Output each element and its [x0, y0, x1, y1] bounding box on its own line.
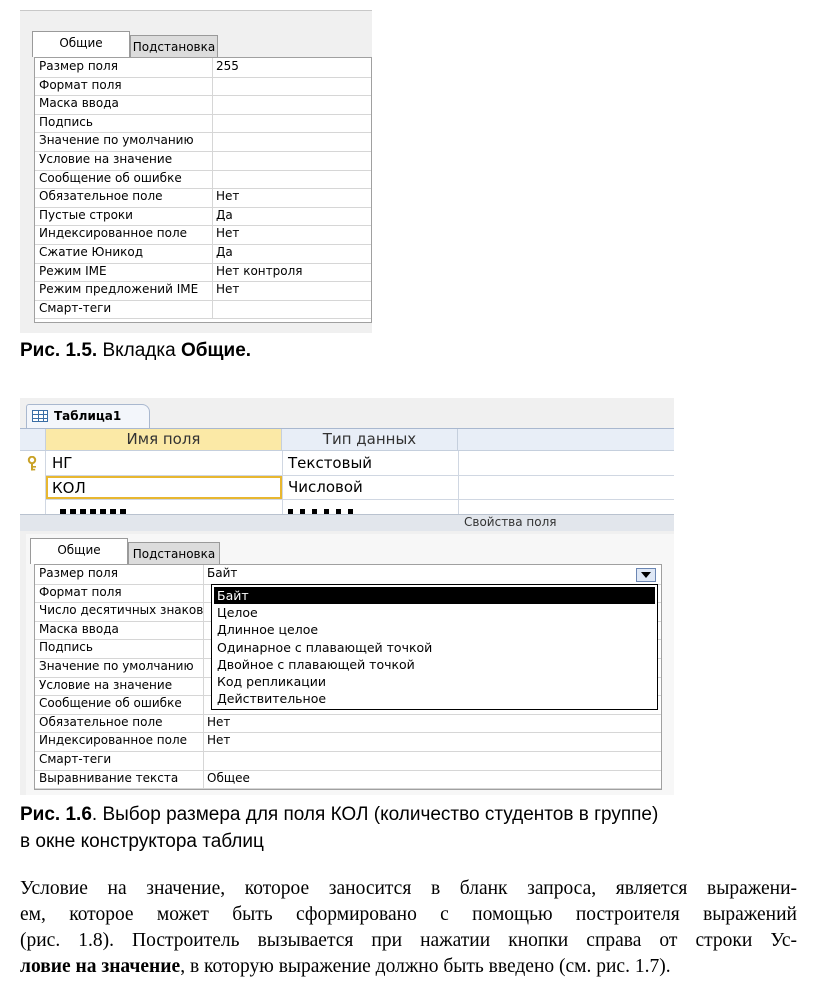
- property-value[interactable]: Да: [216, 207, 233, 222]
- figure-caption: [20, 340, 251, 362]
- tab-general[interactable]: Общие: [30, 538, 128, 564]
- property-label: Пустые строки: [39, 207, 133, 222]
- property-label: Значение по умолчанию: [39, 133, 194, 148]
- property-row[interactable]: [35, 170, 371, 190]
- property-value[interactable]: Нет: [216, 282, 240, 297]
- caption-prefix: Рис. 1.5.: [20, 340, 98, 361]
- caption-text: . Выбор размера для поля КОЛ (количество студентов в группе): [91, 804, 659, 825]
- property-value[interactable]: Нет: [216, 189, 240, 204]
- table-icon: [32, 410, 48, 422]
- selected-field-name-cell[interactable]: [46, 476, 282, 499]
- property-label: Маска ввода: [39, 621, 119, 636]
- paragraph-text: (рис. 1.8). Построитель вызывается при нажатии кнопки справа от строки Ус-: [20, 930, 797, 951]
- property-row[interactable]: [35, 281, 371, 301]
- property-label: Обязательное поле: [39, 189, 163, 204]
- property-label: Размер поля: [39, 59, 118, 73]
- property-label: Индексированное поле: [39, 733, 188, 748]
- caption-bold: Общие.: [180, 340, 252, 361]
- property-row[interactable]: [35, 770, 661, 790]
- property-row[interactable]: [35, 225, 371, 245]
- property-row[interactable]: [35, 114, 371, 134]
- field-properties-grid: [34, 57, 372, 323]
- property-row[interactable]: [35, 188, 371, 208]
- tab-lookup[interactable]: Подстановка: [130, 35, 218, 57]
- dropdown-option[interactable]: Целое: [217, 605, 258, 621]
- body-paragraph: [20, 876, 797, 980]
- data-type-cell[interactable]: Числовой: [288, 478, 363, 496]
- property-row[interactable]: [35, 714, 661, 734]
- figure-caption-line2: в окне конструктора таблиц: [20, 831, 264, 852]
- tab-general[interactable]: Общие: [32, 31, 130, 57]
- field-name-text: КОЛ: [52, 479, 86, 497]
- property-row[interactable]: [35, 751, 661, 771]
- chevron-down-icon: [641, 572, 651, 578]
- document-tab[interactable]: [26, 404, 150, 428]
- property-row[interactable]: [35, 263, 371, 283]
- property-row[interactable]: [35, 207, 371, 227]
- property-row[interactable]: [35, 244, 371, 264]
- dropdown-option[interactable]: Код репликации: [217, 674, 327, 689]
- column-header-field-name[interactable]: Имя поля: [46, 429, 282, 451]
- property-value[interactable]: Нет: [216, 226, 240, 241]
- paragraph-line: [20, 928, 797, 954]
- property-row[interactable]: [35, 132, 371, 152]
- property-value[interactable]: Да: [216, 245, 233, 259]
- paragraph-line: Условие на значение, которое заносится в бланк запроса, является выражени-: [20, 878, 797, 899]
- property-label: Формат поля: [39, 584, 122, 599]
- properties-splitter[interactable]: [20, 514, 674, 531]
- table-design-grid: [20, 428, 674, 515]
- dropdown-option[interactable]: Двойное с плавающей точкой: [217, 656, 415, 672]
- property-row[interactable]: [35, 151, 371, 171]
- property-label: Подпись: [39, 640, 93, 655]
- property-label: Индексированное поле: [39, 226, 188, 241]
- property-label: Обязательное поле: [39, 714, 163, 729]
- dropdown-option[interactable]: Действительное: [217, 691, 327, 707]
- figure-caption: [20, 804, 658, 826]
- field-size-dropdown-list[interactable]: [211, 584, 658, 710]
- column-header-data-type[interactable]: Тип данных: [282, 429, 458, 451]
- property-row[interactable]: [35, 58, 371, 78]
- row-selector-header: [20, 429, 46, 451]
- paragraph-line: ем, которое может быть сформировано с помощью построителя выражений: [20, 904, 797, 925]
- property-value[interactable]: Нет: [207, 714, 231, 729]
- column-header-description[interactable]: [458, 429, 674, 451]
- property-label: Смарт-теги: [39, 752, 112, 766]
- tab-lookup[interactable]: Подстановка: [128, 542, 220, 564]
- paragraph-text: , в которую выражение должно быть введено (см. рис. 1.7).: [180, 956, 671, 977]
- caption-prefix: Рис. 1.6: [20, 804, 92, 825]
- property-label: Формат поля: [39, 77, 122, 92]
- field-name-cell[interactable]: НГ: [52, 454, 73, 472]
- figure-1-5: [20, 10, 372, 333]
- property-label: Смарт-теги: [39, 300, 112, 315]
- property-label: Размер поля: [39, 566, 118, 580]
- field-size-dropdown-button[interactable]: [636, 568, 656, 582]
- data-type-cell[interactable]: Текстовый: [288, 454, 373, 472]
- property-value[interactable]: Общее: [207, 770, 250, 785]
- paragraph-line: [20, 954, 797, 980]
- dropdown-option[interactable]: Длинное целое: [217, 622, 319, 638]
- caption-text: Вкладка: [97, 340, 181, 361]
- property-label: Режим предложений IME: [39, 282, 199, 297]
- property-label: Значение по умолчанию: [39, 659, 194, 673]
- property-value[interactable]: 255: [216, 59, 239, 73]
- property-label: Подпись: [39, 114, 93, 129]
- dropdown-option[interactable]: Байт: [214, 587, 655, 604]
- document-tab-label: Таблица1: [54, 409, 122, 423]
- property-label: Маска ввода: [39, 96, 119, 111]
- section-title: Свойства поля: [464, 515, 557, 529]
- property-label: Сообщение об ошибке: [39, 696, 182, 711]
- property-label: Выравнивание текста: [39, 770, 179, 785]
- primary-key-icon: [26, 456, 38, 472]
- property-value[interactable]: Нет: [207, 733, 231, 748]
- property-row[interactable]: [35, 95, 371, 115]
- property-row[interactable]: [35, 565, 661, 585]
- figure-1-6: [20, 398, 674, 795]
- property-label: Условие на значение: [39, 152, 173, 166]
- property-label: Сжатие Юникод: [39, 245, 144, 259]
- property-label: Режим IME: [39, 263, 107, 278]
- dropdown-option[interactable]: Одинарное с плавающей точкой: [217, 639, 433, 655]
- property-value[interactable]: Нет контроля: [216, 263, 303, 278]
- property-value[interactable]: Байт: [207, 566, 238, 580]
- property-row[interactable]: [35, 300, 371, 320]
- property-row[interactable]: [35, 732, 661, 752]
- paragraph-bold: ловие на значение: [20, 956, 181, 977]
- property-label: Сообщение об ошибке: [39, 170, 182, 185]
- property-label: Число десятичных знаков: [39, 603, 204, 618]
- property-label: Условие на значение: [39, 677, 173, 692]
- property-row[interactable]: [35, 77, 371, 97]
